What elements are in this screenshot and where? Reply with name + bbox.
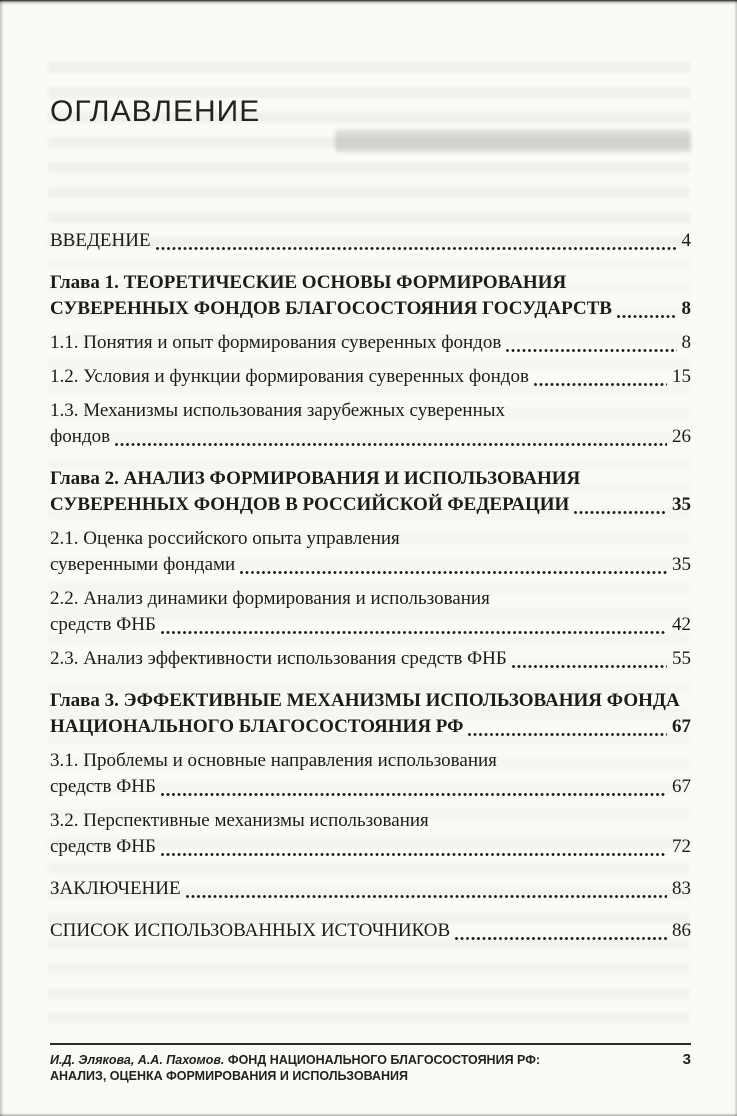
toc-page-number: 55 [672,648,691,669]
toc-entry [50,228,691,254]
toc-entry-label: ЗАКЛЮЧЕНИЕ [50,878,181,899]
toc-entry-line: 1.3. Механизмы использования зарубежных суверенных [50,400,506,421]
dot-leader [453,924,669,944]
footer-book-title-line1: ФОНД НАЦИОНАЛЬНОГО БЛАГОСОСТОЯНИЯ РФ: [227,1053,541,1067]
toc-page-number: 67 [672,716,691,737]
toc-entry-line: Глава 1. ТЕОРЕТИЧЕСКИЕ ОСНОВЫ ФОРМИРОВАНИЯ [50,272,567,293]
toc-entry-label: СУВЕРЕННЫХ ФОНДОВ БЛАГОСОСТОЯНИЯ ГОСУДАРСТВ [50,298,612,319]
toc-entry-label: 1.2. Условия и функции формирования суверенных фондов [50,366,529,387]
toc-entry [50,270,691,322]
dot-leader [159,780,669,800]
dot-leader [159,840,669,860]
toc-page-number: 67 [672,776,691,797]
toc-entry-label: средств ФНБ [50,776,156,797]
folio-page-number: 3 [682,1051,691,1068]
toc-entry [50,748,691,800]
toc-page-number: 83 [672,878,691,899]
toc-entry [50,398,691,450]
toc-entry [50,876,691,902]
dot-leader [572,498,669,518]
toc-entry-label: средств ФНБ [50,614,156,635]
page [50,0,691,1116]
toc-entry-label: 2.3. Анализ эффективности использования средств ФНБ [50,648,507,669]
table-of-contents [50,228,691,952]
toc-page-number: 8 [681,298,691,319]
page-footer [50,1043,691,1084]
toc-entry [50,586,691,638]
scan-edge-left [0,0,4,1116]
toc-entry-label: НАЦИОНАЛЬНОГО БЛАГОСОСТОЯНИЯ РФ [50,716,464,737]
toc-page-number: 86 [672,920,691,941]
toc-entry-label: 1.1. Понятия и опыт формирования суверенных фондов [50,332,502,353]
toc-entry-line: 3.1. Проблемы и основные направления использования [50,750,497,771]
toc-entry [50,688,691,740]
toc-page-number: 35 [672,554,691,575]
toc-entry-line: 3.2. Перспективные механизмы использования [50,810,429,831]
toc-entry-label: средств ФНБ [50,836,156,857]
dot-leader [238,558,669,578]
dot-leader [504,336,678,356]
toc-entry-label: СУВЕРЕННЫХ ФОНДОВ В РОССИЙСКОЙ ФЕДЕРАЦИИ [50,494,570,515]
toc-entry-line: Глава 3. ЭФФЕКТИВНЫЕ МЕХАНИЗМЫ ИСПОЛЬЗОВАНИЯ ФОНДА [50,690,680,711]
dot-leader [154,234,679,254]
dot-leader [615,302,679,322]
dot-leader [510,652,669,672]
toc-page-number: 8 [681,332,691,353]
toc-page-number: 35 [672,494,691,515]
toc-entry-label: суверенными фондами [50,554,236,575]
toc-entry-line: Глава 2. АНАЛИЗ ФОРМИРОВАНИЯ И ИСПОЛЬЗОВАНИЯ [50,468,581,489]
footer-citation [50,1052,669,1084]
page-title: ОГЛАВЛЕНИЕ [50,95,261,128]
toc-page-number: 4 [681,230,691,251]
dot-leader [466,720,669,740]
toc-page-number: 42 [672,614,691,635]
footer-authors: И.Д. Элякова, А.А. Пахомов. [50,1053,225,1067]
footer-book-title-line2: АНАЛИЗ, ОЦЕНКА ФОРМИРОВАНИЯ И ИСПОЛЬЗОВАНИЯ [50,1069,408,1083]
toc-entry-label: СПИСОК ИСПОЛЬЗОВАННЫХ ИСТОЧНИКОВ [50,920,451,941]
toc-entry-label: фондов [50,426,111,447]
toc-entry [50,364,691,390]
toc-entry-line: 2.2. Анализ динамики формирования и использования [50,588,490,609]
toc-entry [50,330,691,356]
toc-entry-label: ВВЕДЕНИЕ [50,230,151,251]
toc-entry-line: 2.1. Оценка российского опыта управления [50,528,400,549]
dot-leader [159,618,669,638]
dot-leader [184,882,669,902]
dot-leader [113,430,669,450]
toc-page-number: 72 [672,836,691,857]
toc-entry [50,646,691,672]
toc-entry [50,808,691,860]
toc-page-number: 15 [672,366,691,387]
toc-entry [50,466,691,518]
dot-leader [532,370,669,390]
toc-entry [50,918,691,944]
toc-entry [50,526,691,578]
toc-page-number: 26 [672,426,691,447]
